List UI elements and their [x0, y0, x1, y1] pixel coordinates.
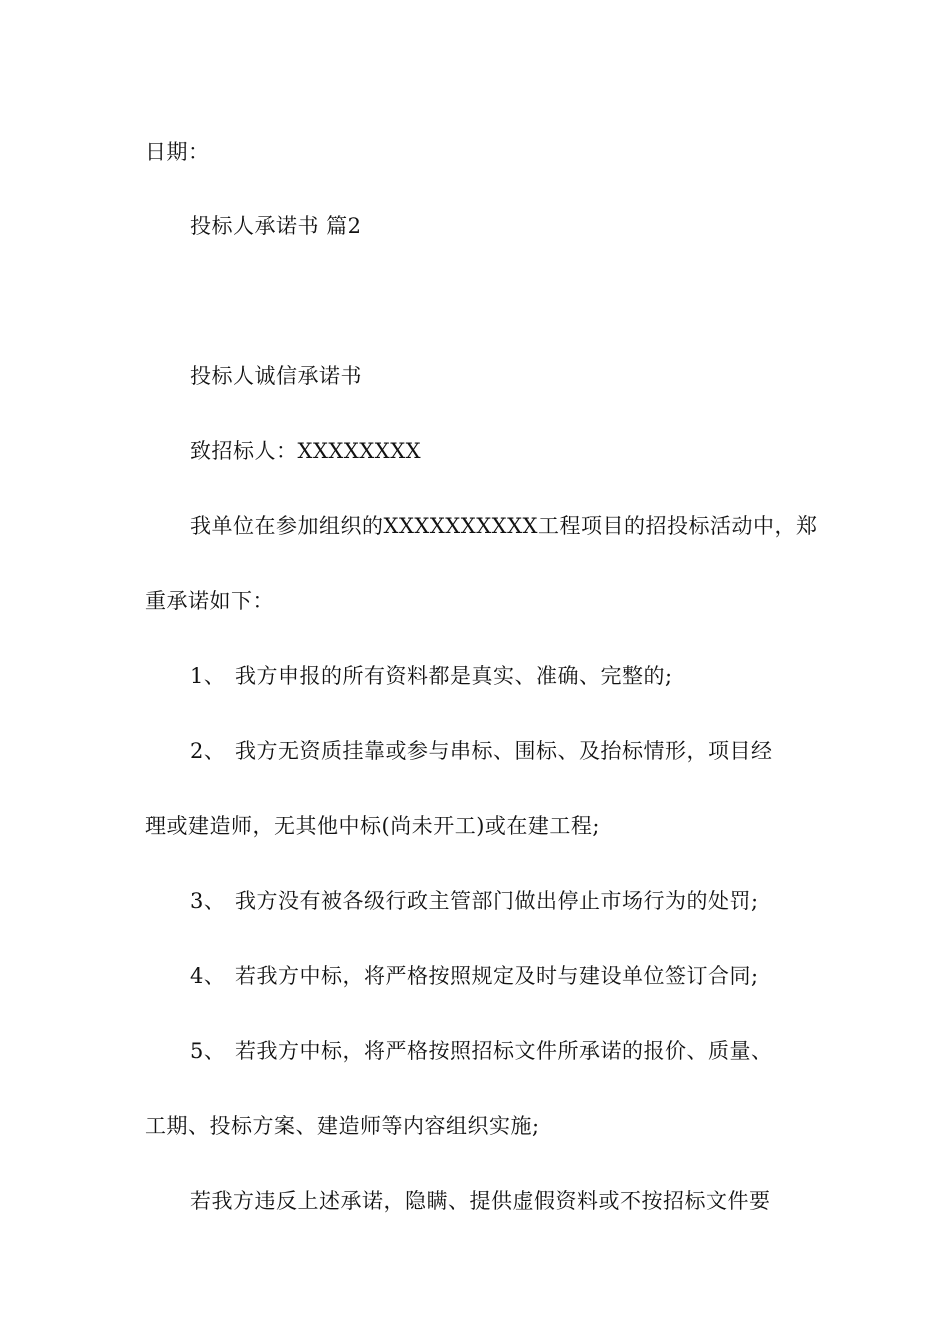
closing-paragraph-line-1: 若我方违反上述承诺，隐瞒、提供虚假资料或不按招标文件要	[190, 1189, 771, 1213]
list-item-text: 我方申报的所有资料都是真实、准确、完整的;	[235, 664, 673, 688]
list-item-text: 我方无资质挂靠或参与串标、围标、及抬标情形，项目经	[235, 739, 773, 763]
document-title: 投标人诚信承诺书	[190, 364, 362, 388]
list-item-3	[190, 886, 759, 916]
list-item-2-continuation: 理或建造师，无其他中标(尚未开工)或在建工程;	[145, 814, 600, 838]
list-item-5	[190, 1036, 773, 1066]
intro-paragraph-line-1: 我单位在参加组织的XXXXXXXXXX工程项目的招投标活动中，郑	[190, 514, 818, 538]
list-item-number: 4、	[190, 964, 226, 988]
list-item-2	[190, 736, 773, 766]
list-item-5-continuation: 工期、投标方案、建造师等内容组织实施;	[145, 1114, 540, 1138]
date-label: 日期：	[145, 140, 210, 164]
list-item-number: 3、	[190, 889, 226, 913]
list-item-text: 若我方中标，将严格按照规定及时与建设单位签订合同;	[235, 964, 759, 988]
list-item-number: 5、	[190, 1039, 226, 1063]
list-item-number: 2、	[190, 739, 226, 763]
list-item-number: 1、	[190, 664, 226, 688]
list-item-text: 我方没有被各级行政主管部门做出停止市场行为的处罚;	[235, 889, 759, 913]
list-item-4	[190, 961, 759, 991]
list-item-text: 若我方中标，将严格按照招标文件所承诺的报价、质量、	[235, 1039, 773, 1063]
list-item-1	[190, 661, 673, 691]
addressee-line: 致招标人：XXXXXXXX	[190, 439, 422, 463]
intro-paragraph-line-2: 重承诺如下：	[145, 589, 274, 613]
section-heading: 投标人承诺书 篇2	[190, 214, 362, 238]
